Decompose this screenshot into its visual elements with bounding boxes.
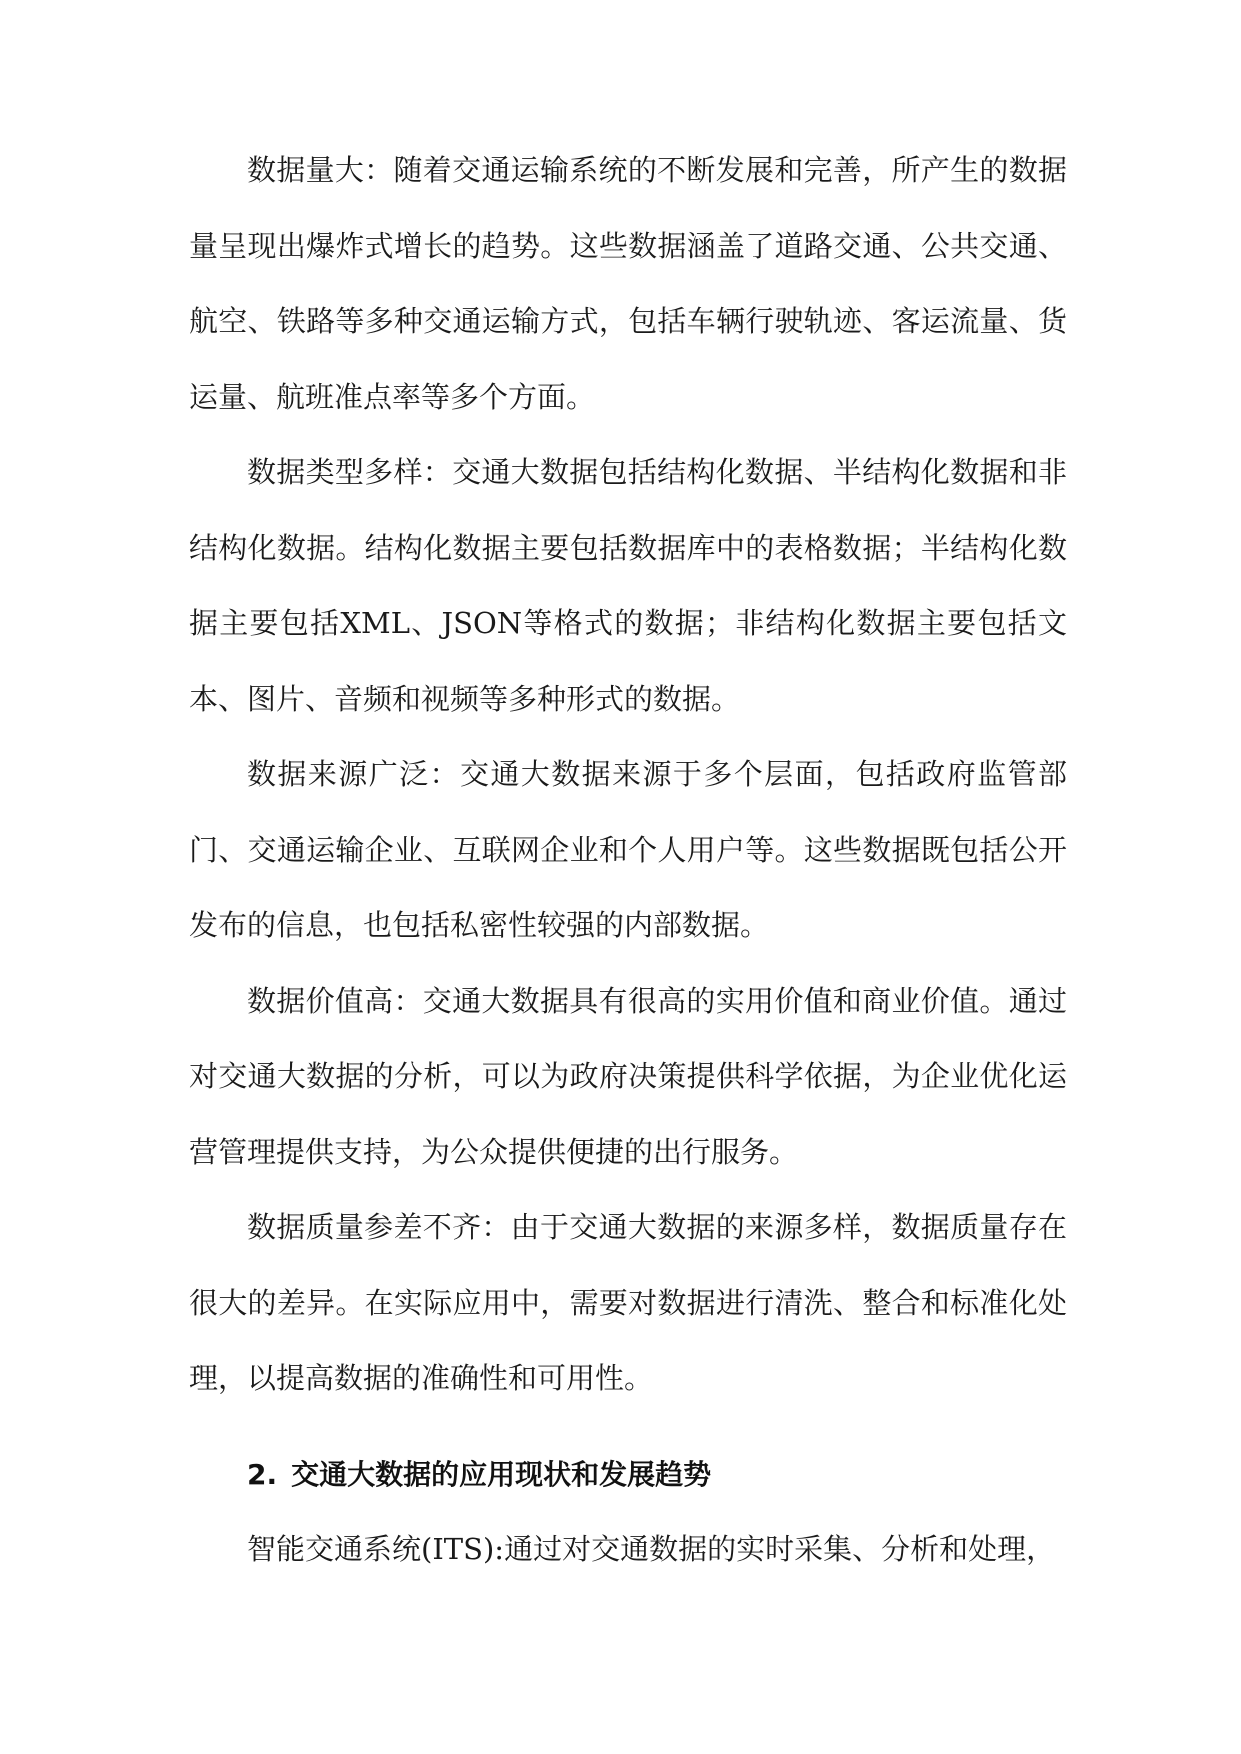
- section-title: 交通大数据的应用现状和发展趋势: [291, 1457, 712, 1491]
- document-page: [189, 133, 1067, 1587]
- section-heading: [189, 1437, 1067, 1512]
- paragraph-data-volume: 数据量大：随着交通运输系统的不断发展和完善，所产生的数据量呈现出爆炸式增长的趋势。这些数据涵盖了道路交通、公共交通、航空、铁路等多种交通运输方式，包括车辆行驶轨迹、客运流量、货运量、航班准点率等多个方面。: [189, 153, 1067, 414]
- paragraph-data-quality: 数据质量参差不齐：由于交通大数据的来源多样，数据质量存在很大的差异。在实际应用中，需要对数据进行清洗、整合和标准化处理，以提高数据的准确性和可用性。: [189, 1210, 1067, 1395]
- paragraph-its: 智能交通系统(ITS):通过对交通数据的实时采集、分析和处理，: [247, 1531, 1056, 1566]
- section-number: 2.: [247, 1457, 278, 1491]
- paragraph-data-types: 数据类型多样：交通大数据包括结构化数据、半结构化数据和非结构化数据。结构化数据主要包括数据库中的表格数据；半结构化数据主要包括XML、JSON等格式的数据；非结构化数据主要包括文本、图片、音频和视频等多种形式的数据。: [189, 455, 1067, 716]
- paragraph-data-value: 数据价值高：交通大数据具有很高的实用价值和商业价值。通过对交通大数据的分析，可以为政府决策提供科学依据，为企业优化运营管理提供支持，为公众提供便捷的出行服务。: [189, 983, 1067, 1169]
- paragraph-data-sources: 数据来源广泛：交通大数据来源于多个层面，包括政府监管部门、交通运输企业、互联网企业和个人用户等。这些数据既包括公开发布的信息，也包括私密性较强的内部数据。: [189, 757, 1067, 942]
